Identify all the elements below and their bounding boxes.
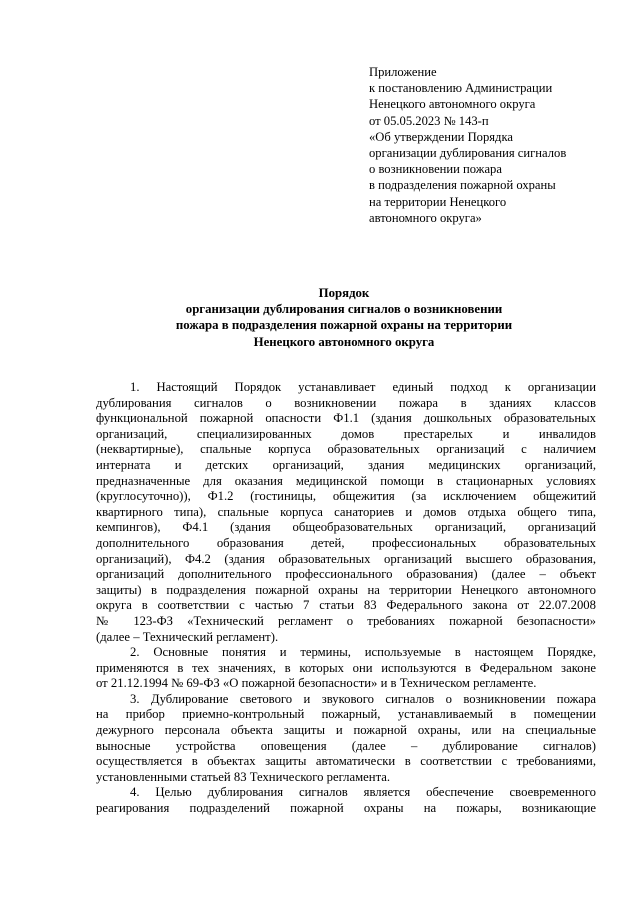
text-line: на прибор приемно-контрольный пожарный, устанавливаемый в помещении: [96, 707, 596, 722]
text-line: осуществляется в объектах защиты автоматически в соответствии с требованиями,: [96, 754, 596, 769]
text-line: интерната и детских организаций, здания медицинских организаций,: [96, 457, 596, 472]
title-line: Порядок: [318, 286, 370, 300]
title-line: пожара в подразделения пожарной охраны на территории: [175, 318, 513, 333]
text-line: организаций), Ф4.2 (здания образовательных организаций высшего образования,: [96, 551, 596, 566]
text-line: 1. Настоящий Порядок устанавливает единый подход к организации: [130, 380, 596, 394]
text-line: дублирования сигналов о возникновении пожара в зданиях классов: [96, 395, 596, 410]
text-line: установленными статьей 83 Технического регламента.: [96, 769, 391, 784]
text-line: выносные устройства оповещения (далее – дублирование сигналов): [96, 738, 596, 753]
text-line: реагирования подразделений пожарной охраны на пожары, возникающие: [96, 801, 596, 816]
text-line: дополнительного образования детей, профессиональных образовательных: [96, 535, 596, 550]
document-title: [90, 285, 598, 350]
paragraph-1: [96, 380, 596, 645]
document-body: [96, 380, 596, 817]
appendix-line: Приложение: [369, 65, 437, 79]
appendix-line: от 05.05.2023 № 143-п: [369, 113, 489, 128]
text-line: от 21.12.1994 № 69-ФЗ «О пожарной безопасности» и в Техническом регламенте.: [96, 676, 537, 691]
text-line: (далее – Технический регламент).: [96, 629, 279, 644]
appendix-line: Ненецкого автономного округа: [369, 97, 536, 112]
text-line: функциональной пожарной опасности Ф1.1 (здания дошкольных образовательных: [96, 411, 596, 426]
text-line: (круглосуточно)), Ф1.2 (гостиницы, общежития (за исключением общежитий: [96, 489, 596, 504]
text-line: округа в соответствии с частью 7 статьи 83 Федерального закона от 22.07.2008: [96, 598, 596, 613]
paragraph-3: [96, 692, 596, 786]
text-line: квартирного типа), спальные корпуса санаториев и домов отдыха общего типа,: [96, 504, 596, 519]
title-line: организации дублирования сигналов о возникновении: [185, 302, 503, 317]
text-line: организаций, специализированных домов престарелых и инвалидов: [96, 426, 596, 441]
appendix-line: организации дублирования сигналов: [369, 146, 567, 161]
text-line: 2. Основные понятия и термины, используемые в настоящем Порядке,: [130, 645, 596, 660]
paragraph-2: [96, 645, 596, 692]
appendix-line: в подразделения пожарной охраны: [369, 178, 556, 193]
text-line: защиты) в подразделения пожарной охраны на территории Ненецкого автономного: [96, 582, 596, 597]
appendix-line: автономного округа»: [369, 210, 482, 225]
text-line: предназначенные для оказания медицинской помощи в стационарных условиях: [96, 473, 596, 488]
paragraph-4: [96, 785, 596, 816]
text-line: применяются в тех значениях, в которых они используются в Федеральном законе: [96, 660, 596, 675]
text-line: 4. Целью дублирования сигналов является обеспечение своевременного: [130, 785, 596, 800]
text-line: 3. Дублирование светового и звукового сигналов о возникновении пожара: [130, 691, 596, 706]
text-line: организаций дополнительного профессионального образования) (далее – объект: [96, 567, 596, 582]
appendix-line: о возникновении пожара: [369, 162, 502, 177]
text-line: (неквартирные), спальные корпуса образовательных организаций с наличием: [96, 442, 596, 457]
text-line: дежурного персонала объекта защиты и пожарной охраны, или на специальные: [96, 723, 596, 738]
appendix-line: «Об утверждении Порядка: [369, 129, 513, 144]
appendix-header: [369, 64, 619, 226]
text-line: № 123-ФЗ «Технический регламент о требованиях пожарной безопасности»: [96, 613, 596, 628]
text-line: кемпингов), Ф4.1 (здания общеобразовательных организаций, организаций: [96, 520, 596, 535]
title-line: Ненецкого автономного округа: [253, 334, 435, 349]
appendix-line: к постановлению Администрации: [369, 81, 553, 96]
appendix-line: на территории Ненецкого: [369, 194, 507, 209]
